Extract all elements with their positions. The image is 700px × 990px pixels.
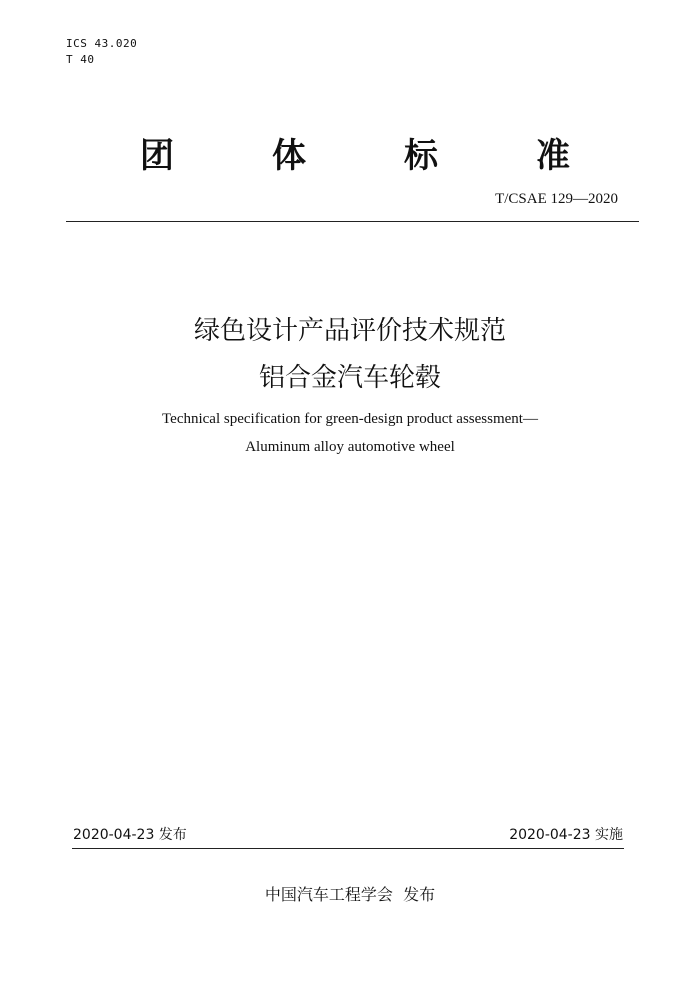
standard-category-title	[140, 128, 570, 177]
cn-title-line1: 绿色设计产品评价技术规范	[193, 316, 506, 346]
ics-block	[66, 36, 137, 68]
classification-code: T 40	[66, 53, 95, 66]
category-char-3: 标	[404, 136, 438, 176]
category-char-4: 准	[536, 136, 570, 176]
category-char-2: 体	[272, 136, 306, 176]
publisher: 中国汽车工程学会 发布	[264, 885, 436, 904]
cn-title-line2: 铝合金汽车轮毂	[258, 363, 441, 393]
footer-divider	[72, 848, 624, 849]
en-title-line1: Technical specification for green-design product assessment—	[162, 411, 538, 427]
category-char-1: 团	[140, 136, 174, 176]
implement-date: 2020-04-23 实施	[509, 827, 623, 843]
standard-number: T/CSAE 129—2020	[495, 191, 618, 207]
ics-code: ICS 43.020	[66, 37, 138, 50]
en-title-line2: Aluminum alloy automotive wheel	[245, 439, 455, 455]
issue-date: 2020-04-23 发布	[73, 827, 187, 843]
header-divider	[66, 221, 639, 222]
